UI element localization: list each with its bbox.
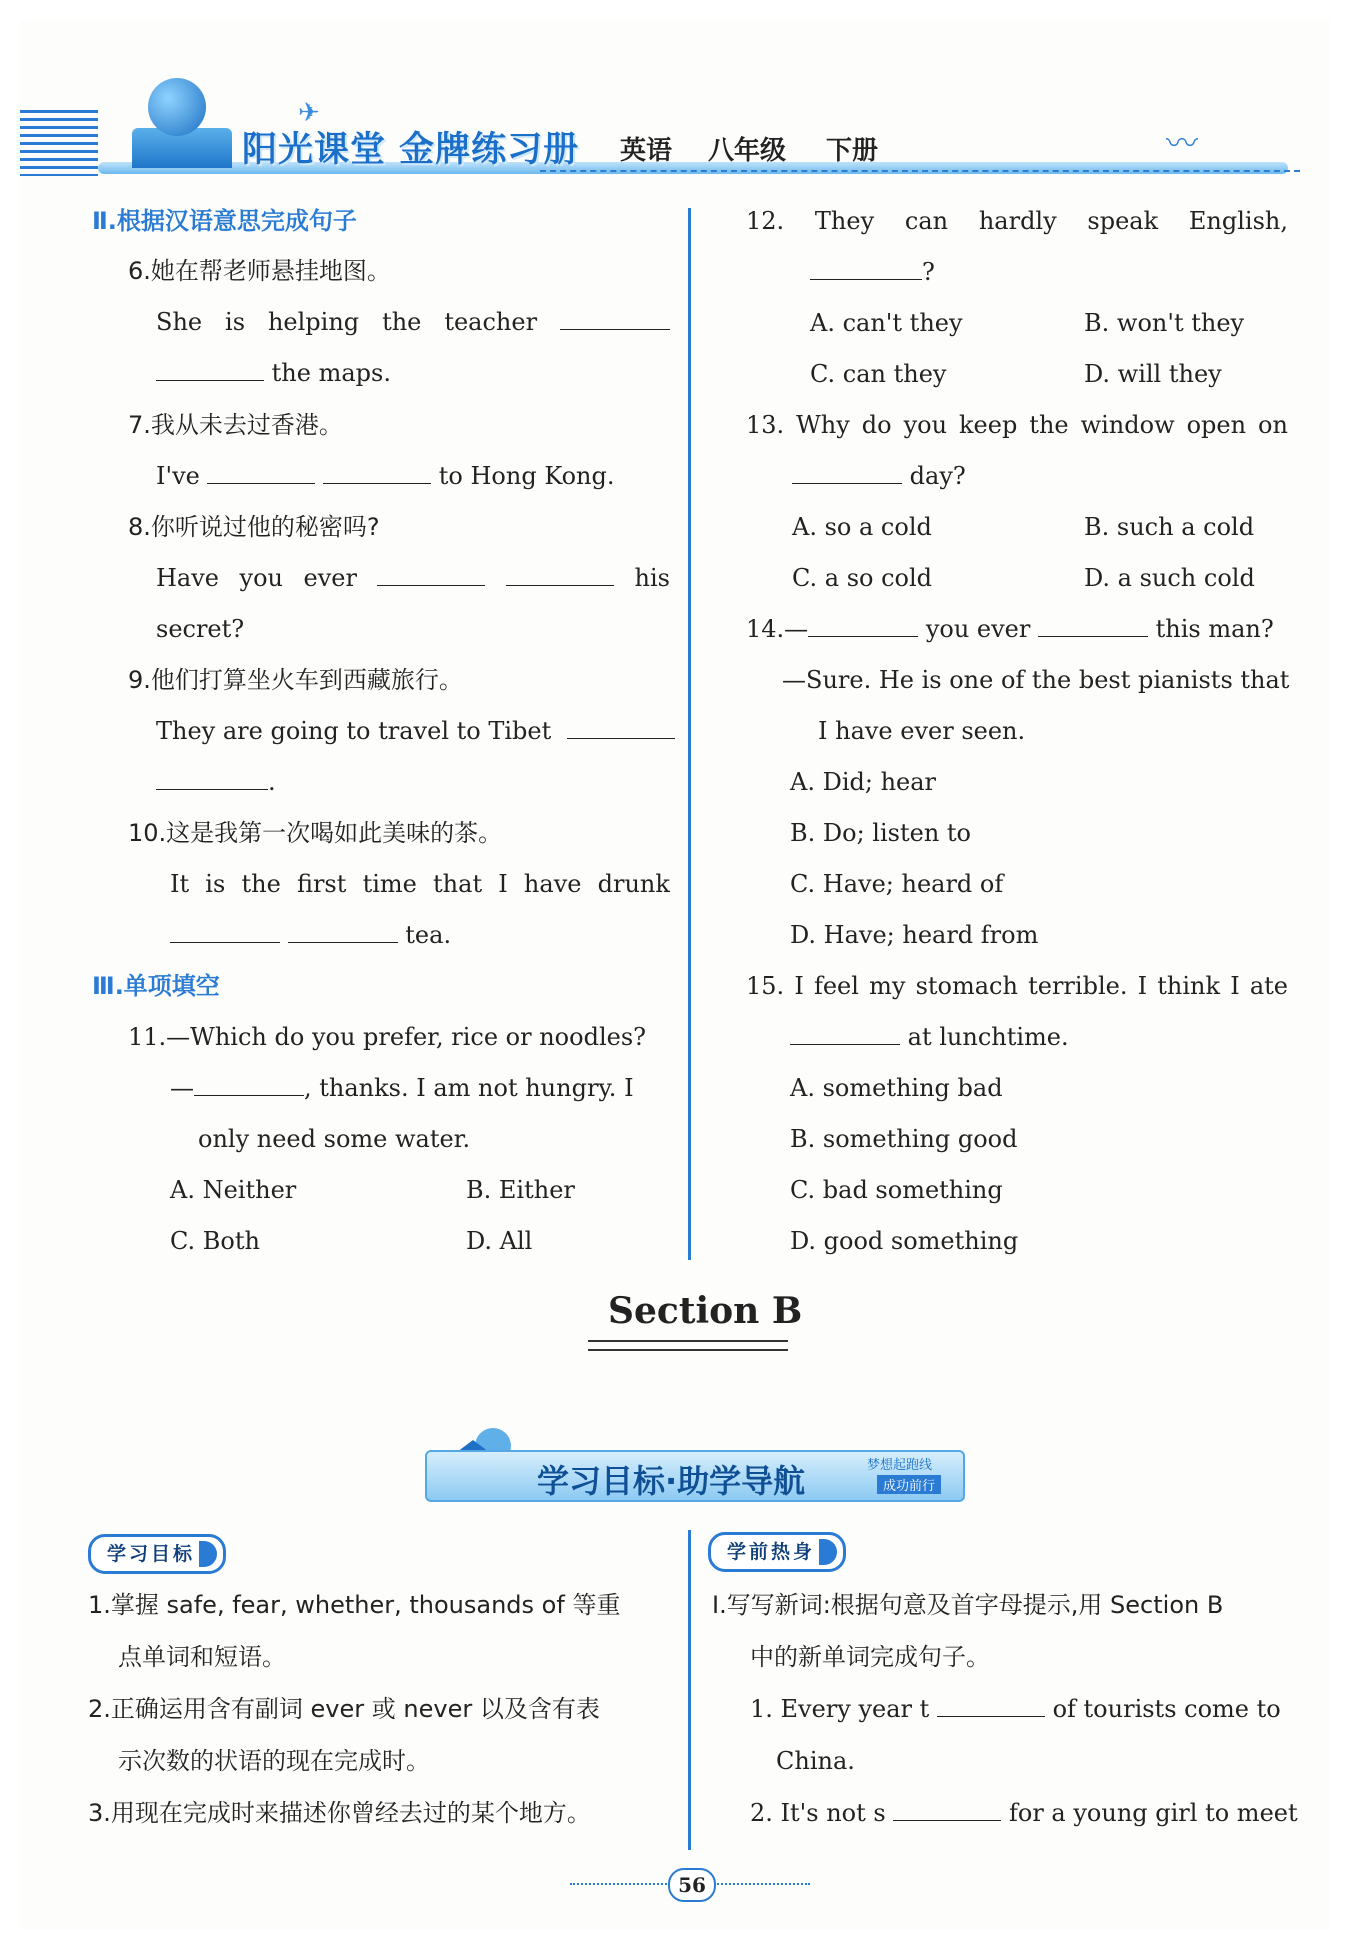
- section-b-title: Section B: [608, 1290, 803, 1332]
- answer-blank[interactable]: [567, 716, 675, 739]
- answer-blank[interactable]: [790, 1022, 900, 1045]
- q14-option-d[interactable]: D. Have; heard from: [790, 921, 1039, 949]
- q11-option-b[interactable]: B. Either: [466, 1176, 575, 1204]
- answer-blank[interactable]: [560, 307, 670, 330]
- q14-line3: I have ever seen.: [818, 717, 1026, 745]
- text: , thanks. I am not hungry. I: [304, 1074, 634, 1102]
- q15-option-a[interactable]: A. something bad: [790, 1074, 1003, 1102]
- text: 2. It's not s: [750, 1799, 886, 1827]
- q10-english-line1: [170, 869, 670, 899]
- text: the maps.: [271, 359, 391, 387]
- text: at lunchtime.: [907, 1023, 1069, 1051]
- warmup-q2-line1: [750, 1798, 1298, 1828]
- q14-line2: —Sure. He is one of the best pianists that: [782, 666, 1290, 694]
- answer-blank[interactable]: [893, 1798, 1001, 1821]
- q8-english-line1: [156, 563, 670, 593]
- header-stripes: [20, 110, 98, 176]
- word: drunk: [597, 870, 670, 898]
- goal-2-line2: 示次数的状语的现在完成时。: [118, 1747, 430, 1775]
- word: Why: [796, 411, 850, 439]
- paper-plane-icon: ✈: [298, 98, 320, 128]
- answer-blank[interactable]: [808, 614, 918, 637]
- q14-option-b[interactable]: B. Do; listen to: [790, 819, 971, 847]
- word: keep: [959, 411, 1018, 439]
- word: I: [498, 870, 508, 898]
- word: I: [1137, 972, 1148, 1000]
- word: window: [1080, 411, 1175, 439]
- q14-stem: [746, 614, 1274, 644]
- goal-1-line1: 1.掌握 safe, fear, whether, thousands of 等重: [88, 1591, 621, 1619]
- word: teacher: [444, 308, 538, 336]
- text: .: [268, 768, 276, 796]
- text: you ever: [925, 615, 1031, 643]
- answer-blank[interactable]: [288, 920, 398, 943]
- word: open: [1186, 411, 1247, 439]
- q11-option-d[interactable]: D. All: [466, 1227, 533, 1255]
- book-brand: 阳光课堂 金牌练习册: [242, 130, 580, 170]
- page-number: 56: [668, 1868, 716, 1902]
- q12-option-d[interactable]: D. will they: [1084, 360, 1222, 388]
- learning-goals-tag: 学习目标: [88, 1534, 226, 1574]
- text: They are going to travel to Tibet: [156, 717, 552, 745]
- word: time: [362, 870, 417, 898]
- word: have: [523, 870, 582, 898]
- q10-english-line2: [170, 920, 451, 950]
- word: first: [296, 870, 347, 898]
- header-volume: 下册: [826, 136, 879, 166]
- q7-chinese: 7.我从未去过香港。: [128, 411, 343, 439]
- word: the: [1029, 411, 1069, 439]
- birds-icon: 〰: [1166, 124, 1199, 162]
- q9-english-line2: [156, 767, 276, 797]
- warmup-instruction-line2: 中的新单词完成句子。: [750, 1643, 990, 1671]
- q14-option-c[interactable]: C. Have; heard of: [790, 870, 1004, 898]
- q13-option-d[interactable]: D. a such cold: [1084, 564, 1255, 592]
- word: my: [869, 972, 906, 1000]
- goal-2-line1: 2.正确运用含有副词 ever 或 never 以及含有表: [88, 1695, 600, 1723]
- q13-line2: [792, 461, 966, 491]
- q13-option-a[interactable]: A. so a cold: [792, 513, 932, 541]
- word: you: [239, 564, 283, 592]
- text: this man?: [1155, 615, 1274, 643]
- section-title-ii: Ⅱ.根据汉语意思完成句子: [92, 207, 357, 235]
- q15-line2: [790, 1022, 1069, 1052]
- q15-stem: [746, 971, 1288, 1001]
- section-title-iii: Ⅲ.单项填空: [92, 972, 220, 1000]
- word: She: [156, 308, 203, 336]
- word: 13.: [746, 411, 785, 439]
- q9-english-line1: [156, 716, 675, 746]
- globe-icon: [148, 78, 206, 136]
- text: ?: [922, 258, 935, 286]
- q11-option-c[interactable]: C. Both: [170, 1227, 260, 1255]
- banner-slogan-1: 梦想起跑线: [867, 1458, 933, 1473]
- word: is: [205, 870, 226, 898]
- text: 1. Every year t: [750, 1695, 930, 1723]
- dash: —: [170, 1074, 194, 1102]
- word: that: [433, 870, 483, 898]
- column-divider-lower: [688, 1530, 691, 1850]
- answer-blank[interactable]: [170, 920, 280, 943]
- answer-blank[interactable]: [792, 461, 902, 484]
- q12-option-a[interactable]: A. can't they: [810, 309, 963, 337]
- answer-blank[interactable]: [377, 563, 485, 586]
- word: helping: [267, 308, 360, 336]
- text: 14.—: [746, 615, 809, 643]
- word: Have: [156, 564, 219, 592]
- word: 15.: [746, 972, 785, 1000]
- word: the: [241, 870, 281, 898]
- text: to Hong Kong.: [438, 462, 615, 490]
- banner-title: 学习目标·助学导航: [537, 1462, 806, 1500]
- word: think: [1157, 972, 1221, 1000]
- word: stomach: [915, 972, 1018, 1000]
- text: I've: [156, 462, 200, 490]
- goal-3: 3.用现在完成时来描述你曾经去过的某个地方。: [88, 1799, 591, 1827]
- word: do: [861, 411, 892, 439]
- word: terrible.: [1028, 972, 1128, 1000]
- text: tea.: [405, 921, 452, 949]
- q11-option-a[interactable]: A. Neither: [170, 1176, 297, 1204]
- answer-blank[interactable]: [207, 461, 315, 484]
- page-header: [20, 58, 1292, 178]
- word: feel: [813, 972, 859, 1000]
- answer-blank[interactable]: [156, 767, 268, 790]
- q12-line2: [810, 257, 935, 287]
- answer-blank[interactable]: [810, 257, 922, 280]
- q11-line2: [170, 1073, 634, 1103]
- q14-option-a[interactable]: A. Did; hear: [790, 768, 937, 796]
- learning-goals-banner: [425, 1420, 961, 1502]
- q6-english-line1: [156, 307, 670, 337]
- q15-option-d[interactable]: D. good something: [790, 1227, 1019, 1255]
- header-grade: 八年级: [708, 136, 787, 166]
- word: speak: [1087, 207, 1159, 235]
- header-dashed-line: [540, 170, 1300, 172]
- answer-blank[interactable]: [156, 358, 264, 381]
- warmup-instruction-line1: Ⅰ.写写新词:根据句意及首字母提示,用 Section B: [712, 1591, 1224, 1619]
- q11-stem: 11.—Which do you prefer, rice or noodles?: [128, 1023, 647, 1051]
- word: can: [904, 207, 949, 235]
- q13-option-b[interactable]: B. such a cold: [1084, 513, 1255, 541]
- q9-chinese: 9.他们打算坐火车到西藏旅行。: [128, 666, 463, 694]
- word: ate: [1249, 972, 1288, 1000]
- word: 12.: [746, 207, 785, 235]
- q8-chinese: 8.你听说过他的秘密吗?: [128, 513, 380, 541]
- word: I: [1230, 972, 1240, 1000]
- word: English,: [1188, 207, 1288, 235]
- q7-english: [156, 461, 615, 491]
- q6-english-line2: [156, 358, 391, 388]
- warmup-q1-line2: China.: [776, 1747, 855, 1775]
- word: his: [634, 564, 670, 592]
- column-divider: [688, 208, 691, 1260]
- word: ever: [303, 564, 357, 592]
- header-subject: 英语: [620, 136, 673, 166]
- answer-blank[interactable]: [937, 1694, 1045, 1717]
- text: day?: [909, 462, 966, 490]
- word: It: [170, 870, 190, 898]
- word: you: [903, 411, 948, 439]
- q12-stem: [746, 206, 1288, 236]
- word: They: [814, 207, 875, 235]
- word: on: [1258, 411, 1288, 439]
- answer-blank[interactable]: [506, 563, 614, 586]
- warmup-tag: 学前热身: [708, 1532, 846, 1572]
- q15-option-b[interactable]: B. something good: [790, 1125, 1018, 1153]
- word: is: [225, 308, 246, 336]
- answer-blank[interactable]: [194, 1073, 304, 1096]
- q13-stem: [746, 410, 1288, 440]
- q6-chinese: 6.她在帮老师悬挂地图。: [128, 257, 391, 285]
- q8-english-line2: secret?: [156, 615, 245, 643]
- word: the: [382, 308, 422, 336]
- q11-line3: only need some water.: [198, 1125, 471, 1153]
- q15-option-c[interactable]: C. bad something: [790, 1176, 1003, 1204]
- warmup-q1-line1: [750, 1694, 1281, 1724]
- word: hardly: [978, 207, 1057, 235]
- answer-blank[interactable]: [1038, 614, 1148, 637]
- answer-blank[interactable]: [323, 461, 431, 484]
- q13-option-c[interactable]: C. a so cold: [792, 564, 933, 592]
- word: I: [794, 972, 804, 1000]
- text: for a young girl to meet: [1008, 1799, 1298, 1827]
- q12-option-c[interactable]: C. can they: [810, 360, 947, 388]
- goal-1-line2: 点单词和短语。: [118, 1643, 286, 1671]
- q10-chinese: 10.这是我第一次喝如此美味的茶。: [128, 819, 503, 847]
- text: of tourists come to: [1052, 1695, 1281, 1723]
- q12-option-b[interactable]: B. won't they: [1084, 309, 1245, 337]
- section-b-underline: [588, 1340, 788, 1351]
- banner-slogan-2: 成功前行: [877, 1475, 941, 1494]
